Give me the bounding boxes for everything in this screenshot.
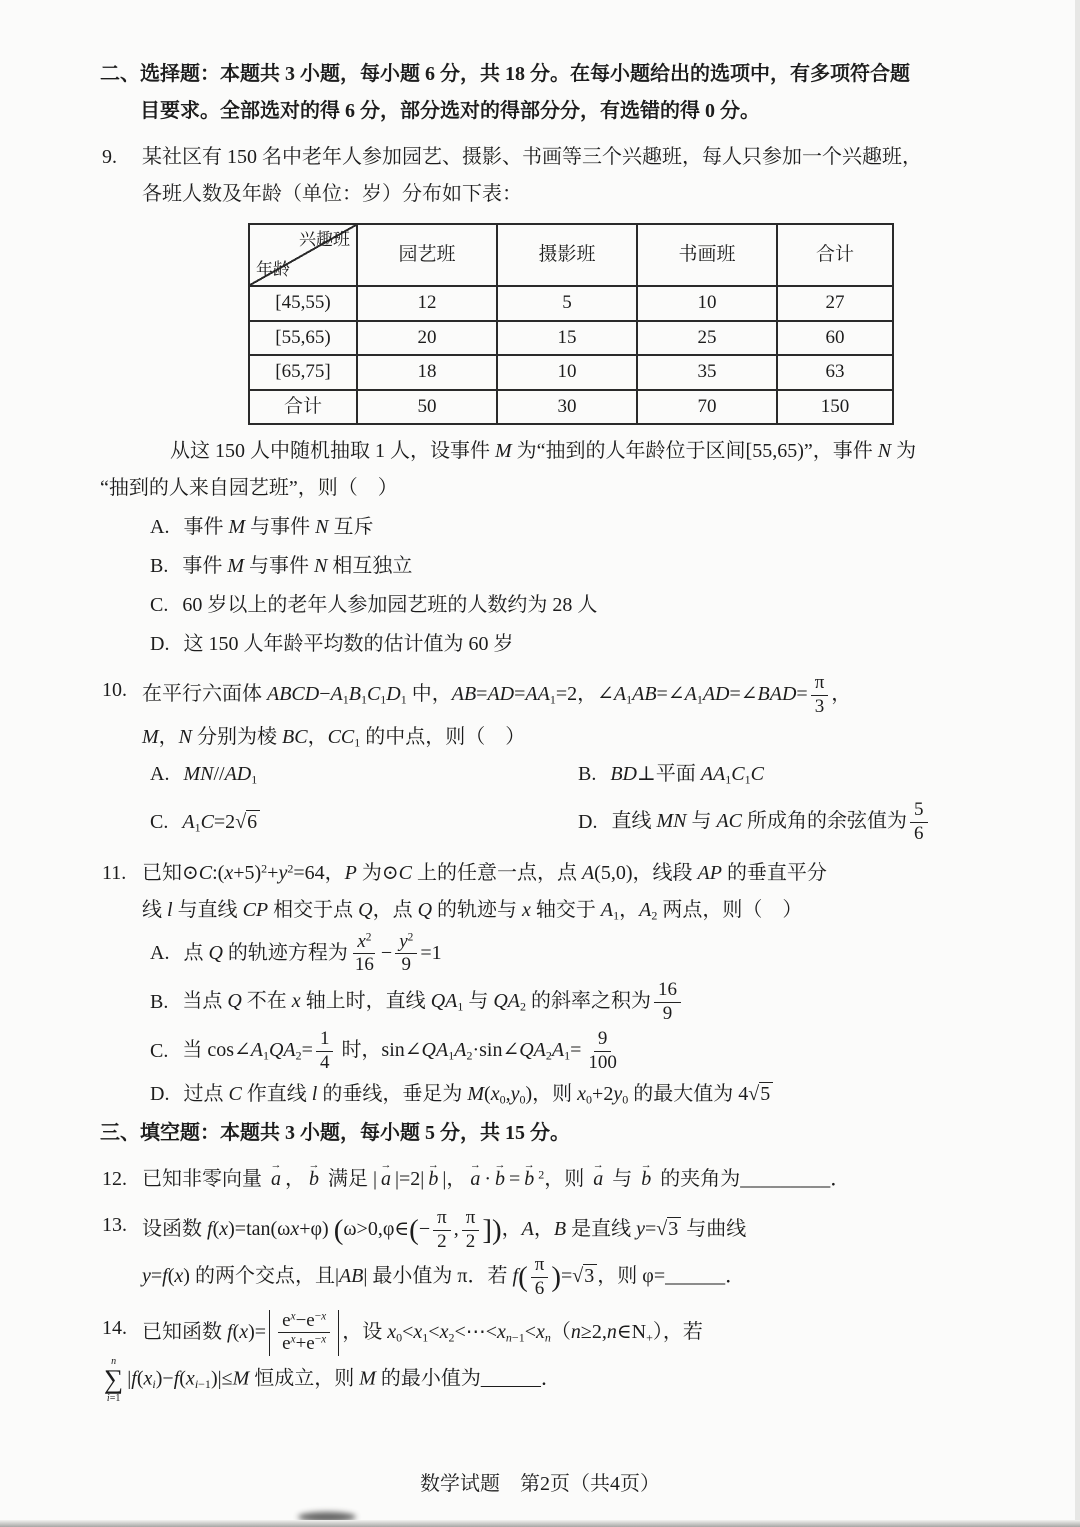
option-label: D. bbox=[150, 1083, 170, 1106]
option-text: $MN//AD_1$ bbox=[183, 762, 258, 787]
question-13 bbox=[100, 1207, 1000, 1300]
question-11-option-b bbox=[150, 979, 1000, 1026]
option-text: 事件 M 与事件 N 相互独立 bbox=[182, 555, 413, 578]
page-footer: 数学试题 第2页（共4页） bbox=[420, 1473, 660, 1495]
option-text: 这 150 人年龄平均数的估计值为 60 岁 bbox=[183, 633, 514, 656]
table-cell: 18 bbox=[357, 355, 497, 390]
option-text: $A_1C=2√6$ bbox=[182, 804, 260, 841]
table-cell: 63 bbox=[777, 355, 893, 390]
table-cell: 35 bbox=[637, 355, 777, 390]
corner-label-class: 兴趣班 bbox=[299, 230, 350, 249]
table-row bbox=[249, 355, 893, 390]
section-fill-in-heading bbox=[100, 1115, 1000, 1152]
question-10-option-c bbox=[150, 804, 578, 841]
question-10-stem-line-2: M，N 分别为棱 BC，$CC_1$ 的中点，则（ ） bbox=[142, 725, 526, 750]
table-cell: 10 bbox=[497, 355, 637, 390]
table-cell: 15 bbox=[497, 321, 637, 356]
question-9-option-a bbox=[150, 509, 1000, 546]
question-12 bbox=[100, 1161, 1000, 1198]
question-11-stem-line-2: 线 l 与直线 CP 相交于点 Q，点 Q 的轨迹与 x 轴交于 $A_1$，$A_2$ 两点，则（ ） bbox=[142, 898, 803, 922]
option-label: C. bbox=[150, 810, 169, 833]
table-row-label: 合计 bbox=[249, 390, 357, 425]
table-row bbox=[249, 286, 893, 321]
question-14 bbox=[100, 1310, 1000, 1357]
option-label: B. bbox=[578, 762, 597, 785]
option-label: B. bbox=[150, 555, 169, 578]
question-11-option-a bbox=[150, 931, 1000, 978]
question-11-number: 11. bbox=[102, 861, 127, 884]
question-11 bbox=[100, 855, 1000, 929]
question-14-stem-line-2: n ∑ i=1 $|f(x_i)-f(x_{i-1})|\le M$ 恒成立，则 M 的最小值为______． bbox=[104, 1356, 561, 1404]
option-label: A. bbox=[150, 762, 170, 785]
option-text: 当点 Q 不在 x 轴上时，直线 $QA_1$ 与 $QA_2$ 的斜率之积为 $\frac{16}{9}$ bbox=[182, 979, 684, 1026]
table-header-cell: 园艺班 bbox=[357, 224, 497, 286]
table-cell: 70 bbox=[637, 390, 777, 425]
table-cell: 10 bbox=[637, 286, 777, 321]
table-cell: 5 bbox=[497, 286, 637, 321]
option-text: 当 $\cos\angle A_1QA_2=$ $\frac{1}{4}$ 时，$\sin\angle QA_1A_2\cdot\sin\angle QA_2A_1=$ $\frac{9}{100}$ bbox=[182, 1027, 617, 1073]
question-13-stem-line-1: 设函数 f(x)=tan(ωx+φ) (ω>0,φ∈(− $\frac{\pi}{2}$ , $\frac{\pi}{2}$ ])，A，B 是直线 y=√3 与曲线 bbox=[142, 1207, 747, 1253]
table-corner-cell bbox=[249, 224, 357, 286]
question-12-number: 12. bbox=[102, 1168, 127, 1191]
table-row bbox=[249, 321, 893, 356]
option-label: A. bbox=[150, 516, 170, 539]
question-10-option-b bbox=[578, 756, 1000, 793]
question-10-options bbox=[150, 756, 1000, 846]
section-heading-line: 三、填空题：本题共 3 小题，每小题 5 分，共 15 分。 bbox=[100, 1122, 570, 1145]
question-11-option-c bbox=[150, 1028, 1000, 1075]
option-label: B. bbox=[150, 990, 169, 1013]
question-9-followup-line-2: “抽到的人来自园艺班”，则（ ） bbox=[100, 477, 398, 500]
corner-label-age: 年龄 bbox=[256, 260, 290, 280]
option-text: 60 岁以上的老年人参加园艺班的人数约为 28 人 bbox=[182, 594, 598, 617]
option-label: D. bbox=[150, 633, 170, 656]
option-label: D. bbox=[578, 810, 598, 833]
question-10-option-a bbox=[150, 756, 578, 793]
table-row-label: [55,65) bbox=[249, 321, 357, 356]
table-header-cell: 摄影班 bbox=[497, 224, 637, 286]
question-9-stem-line-2: 各班人数及年龄（单位：岁）分布如下表： bbox=[142, 183, 522, 205]
option-text: 直线 MN 与 AC 所成角的余弦值为 $\frac{5}{6}$ bbox=[611, 799, 930, 846]
question-9-number: 9. bbox=[102, 146, 117, 168]
table-cell: 25 bbox=[637, 321, 777, 356]
table-row-label: [45,55) bbox=[249, 286, 357, 321]
question-11-options bbox=[150, 931, 1000, 1114]
section-multiple-choice-heading bbox=[100, 56, 1000, 130]
option-text: BD⊥平面 $AA_1C_1C$ bbox=[610, 762, 764, 787]
question-11-stem-line-1: 已知$⊙C:(x+5)^2+y^2=64$，P 为⊙C 上的任意一点，点 A(5,0)，线段 AP 的垂直平分 bbox=[142, 860, 827, 884]
table-cell: 50 bbox=[357, 390, 497, 425]
section-heading-line-1: 二、选择题：本题共 3 小题，每小题 6 分，共 18 分。在每小题给出的选项中，有多项符合题 bbox=[100, 63, 910, 85]
question-9-data-table bbox=[248, 223, 894, 425]
question-11-option-d bbox=[150, 1076, 1000, 1113]
option-text: 事件 M 与事件 N 互斥 bbox=[183, 516, 374, 539]
table-cell: 30 bbox=[497, 390, 637, 425]
table-header-cell: 合计 bbox=[777, 224, 893, 286]
table-header-row bbox=[249, 224, 893, 286]
question-10-option-d bbox=[578, 799, 1000, 846]
question-10-number: 10. bbox=[102, 679, 127, 702]
table-cell: 12 bbox=[357, 286, 497, 321]
table-row bbox=[249, 390, 893, 425]
question-14-stem-line-1: 已知函数 f(x)= $\frac{e^x-e^{-x}}{e^x+e^{-x}}$ ，设 $x_0<x_1<x_2<\cdots<x_{n-1}<x_n(n\ge 2,n\in N_+)$，若 bbox=[142, 1309, 703, 1355]
question-9-option-d bbox=[150, 626, 1000, 663]
table-header-cell: 书画班 bbox=[637, 224, 777, 286]
table-cell: 20 bbox=[357, 321, 497, 356]
question-10 bbox=[100, 672, 1000, 756]
question-9-option-b bbox=[150, 548, 1000, 585]
table-cell: 27 bbox=[777, 286, 893, 321]
section-heading-line-2: 目要求。全部选对的得 6 分，部分选对的得部分分，有选错的得 0 分。 bbox=[140, 100, 760, 122]
scan-edge-right-artifact bbox=[1075, 0, 1080, 1527]
option-label: A. bbox=[150, 942, 170, 965]
option-text: 过点 C 作直线 l 的垂线，垂足为 $M(x_0,y_0)$，则 $x_0+2y_0$ 的最大值为 4√5 bbox=[183, 1076, 773, 1113]
question-13-number: 13. bbox=[102, 1214, 127, 1237]
question-9-option-c bbox=[150, 587, 1000, 624]
question-9-followup-line-1: 从这 150 人中随机抽取 1 人，设事件 M 为“抽到的人年龄位于区间[55,65)”，事件 N 为 bbox=[170, 440, 917, 463]
question-9-options bbox=[150, 509, 1000, 663]
option-label: C. bbox=[150, 1039, 169, 1062]
question-9-stem-line-1: 某社区有 150 名中老年人参加园艺、摄影、书画等三个兴趣班，每人只参加一个兴趣班， bbox=[142, 146, 922, 168]
option-text: 点 Q 的轨迹方程为 $\frac{x^2}{16}$ − $\frac{y^2}{9}$ =1 bbox=[183, 930, 442, 976]
question-14-number: 14. bbox=[102, 1316, 127, 1339]
question-10-stem-line-1: 在平行六面体 $ABCD-A_1B_1C_1D_1$ 中，$AB=AD=AA_1=2$，$\angle A_1AB=\angle A_1AD=\angle BAD=$ $\frac{\pi}{3}$ ， bbox=[142, 672, 852, 718]
option-label: C. bbox=[150, 594, 169, 617]
table-row-label: [65,75] bbox=[249, 355, 357, 390]
question-9 bbox=[100, 139, 1000, 425]
table-cell: 150 bbox=[777, 390, 893, 425]
question-12-stem: 已知非零向量 → a ， → b 满足 | → a |=2| → b |， → a · → b = → b $^2$，则 → a 与 → b 的夹角为_________． bbox=[142, 1161, 1000, 1198]
scan-edge-bottom-artifact bbox=[0, 1520, 1080, 1527]
question-13-stem-line-2: y=f(x) 的两个交点，且|AB| 最小值为 π．若 f( $\frac{\pi}{6}$ )=√3 ，则 φ=______． bbox=[142, 1253, 746, 1299]
table-cell: 60 bbox=[777, 321, 893, 356]
